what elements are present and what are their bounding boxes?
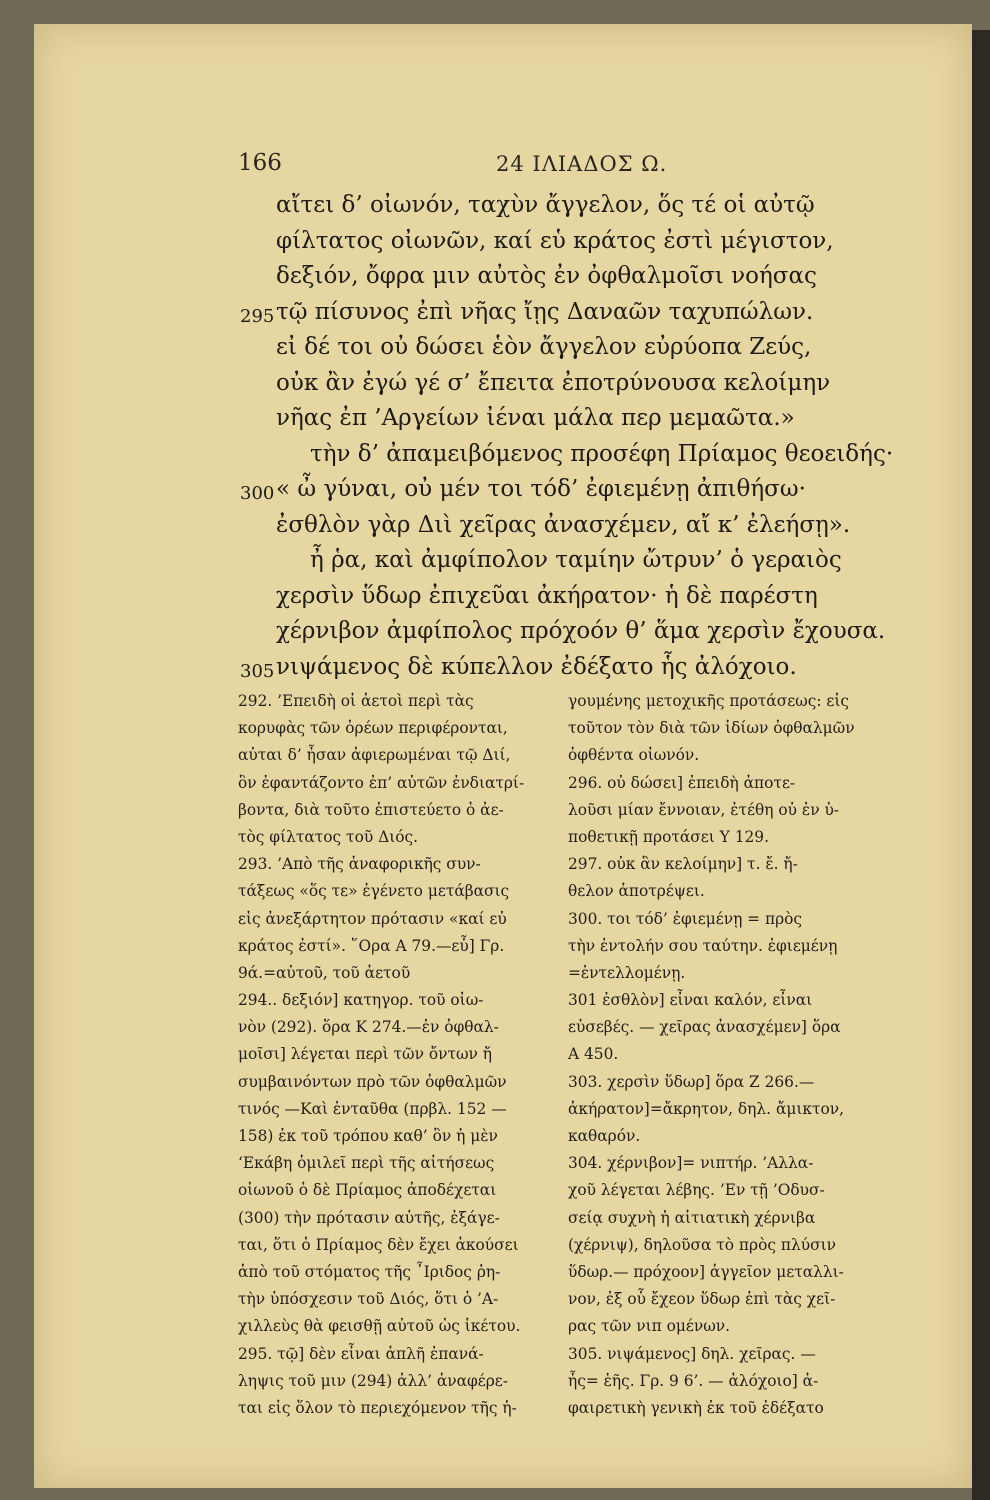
commentary-line: σείᾳ συχνὴ ἡ αἰτιατικὴ χέρνιβα [568, 1208, 816, 1227]
commentary-line: ται, ὅτι ὁ Πρίαμος δὲν ἔχει ἀκούσει [238, 1235, 519, 1254]
commentary-line: Α 450. [568, 1045, 619, 1064]
commentary-line: οἰωνοῦ ὁ δὲ Πρίαμος ἀποδέχεται [238, 1181, 497, 1200]
verse-line [240, 510, 880, 546]
commentary-line: ἧς= ἑῆς. Γρ. 9 6’. — ἀλόχοιο] ἀ- [568, 1371, 819, 1390]
commentary-line: βοντα, διὰ τοῦτο ἐπιστεύετο ὁ ἀε- [238, 800, 504, 819]
commentary-line: ποθετικῇ προτάσει Υ 129. [568, 827, 769, 846]
commentary-left-column [238, 688, 550, 1422]
commentary-line: ληψις τοῦ μιν (294) ἀλλ’ ἀναφέρε- [238, 1371, 508, 1390]
verse-text: εἰ δέ τοι οὐ δώσει ἑὸν ἄγγελον εὐρύοπα Ζεύς, [276, 334, 812, 360]
verse-text: τῷ πίσυνος ἐπὶ νῆας ἴῃς Δαναῶν ταχυπώλων. [276, 298, 814, 325]
verse-line [240, 297, 880, 333]
commentary-line: ὕδωρ.— πρόχοον] ἀγγεῖον μεταλλι- [568, 1262, 844, 1281]
commentary-line: 292. ’Επειδὴ οἱ ἀετοὶ περὶ τὰς [238, 692, 474, 710]
commentary-line: καθαρόν. [568, 1127, 641, 1145]
commentary-line: κράτος ἐστί». ῞Ορα Α 79.—εὖ] Γρ. [238, 936, 505, 955]
commentary-line: φαιρετικὴ γενικὴ ἐκ τοῦ ἐδέξατο [568, 1398, 824, 1417]
running-title: 24 ΙΛΙΑΔΟΣ Ω. [496, 152, 668, 176]
line-number: 300 [240, 483, 275, 504]
commentary-line: (χέρνιψ), δηλοῦσα τὸ πρὸς πλύσιν [568, 1235, 836, 1254]
commentary-line: τὴν ὑπόσχεσιν τοῦ Διός, ὅτι ὁ ’Α- [238, 1290, 499, 1309]
verse-line [240, 261, 880, 297]
page-header [238, 150, 878, 190]
commentary-line: λοῦσι μίαν ἔννοιαν, ἐτέθη οὐ ἐν ὑ- [568, 800, 839, 819]
verse-text: τὴν δ’ ἀπαμειβόμενος προσέφη Πρίαμος θεοειδής· [310, 440, 894, 467]
verse-text: δεξιόν, ὄφρα μιν αὐτὸς ἐν ὀφθαλμοῖσι νοήσας [276, 263, 817, 289]
page-number: 166 [238, 150, 282, 176]
commentary-line: τοῦτον τὸν διὰ τῶν ἰδίων ὀφθαλμῶν [568, 719, 855, 738]
commentary-line: ται εἰς ὅλον τὸ περιεχόμενον τῆς ἡ- [238, 1398, 517, 1417]
commentary-line: 303. χερσὶν ὕδωρ] ὅρα Ζ 266.— [568, 1072, 815, 1091]
commentary-line: 297. οὐκ ἂν κελοίμην] τ. ἔ. ἤ- [568, 855, 798, 874]
verse-text: « ὦ γύναι, οὐ μέν τοι τόδ’ ἐφιεμένῃ ἀπιθήσω· [276, 476, 806, 502]
verse-line [240, 616, 886, 652]
commentary-line: 295. τῷ] δὲν εἶναι ἁπλῆ ἐπανά- [238, 1344, 484, 1363]
verse-text: ἦ ῥα, καὶ ἀμφίπολον ταμίην ὤτρυν’ ὁ γεραιὸς [310, 547, 842, 573]
verse-text: νῆας ἐπ ’Αργείων ἰέναι μάλα περ μεμαῶτα.» [276, 405, 795, 431]
commentary-line: 300. τοι τόδ’ ἐφιεμένῃ = πρὸς [568, 909, 803, 928]
commentary-line: 304. χέρνιβον]= νιπτήρ. ’Αλλα- [568, 1154, 814, 1173]
commentary-line: (300) τὴν πρότασιν αὐτῆς, ἐξάγε- [238, 1208, 500, 1227]
commentary-line: τὴν ἐντολήν σου ταύτην. ἐφιεμένῃ [568, 936, 838, 955]
line-number: 295 [240, 305, 275, 327]
commentary-line: γουμένης μετοχικῆς προτάσεως: εἰς [568, 692, 850, 710]
verse-text: χερσὶν ὕδωρ ἐπιχεῦαι ἀκήρατον· ἡ δὲ παρέστη [276, 582, 818, 609]
verse-text: ἐσθλὸν γὰρ Διὶ χεῖρας ἀνασχέμεν, αἴ κ’ ἐλεήσῃ». [276, 511, 851, 538]
verse-line [240, 226, 880, 262]
commentary-line: ἀκήρατον]=ἄκρητον, δηλ. ἄμικτον, [568, 1099, 845, 1118]
commentary-line: μοῖσι] λέγεται περὶ τῶν ὄντων ἤ [238, 1045, 493, 1064]
commentary-line: εὐσεβές. — χεῖρας ἀνασχέμεν] ὅρα [568, 1018, 841, 1037]
verse-text: νιψάμενος δὲ κύπελλον ἐδέξατο ἧς ἀλόχοιο. [276, 653, 797, 680]
commentary-line: χιλλεὺς θὰ φεισθῇ αὐτοῦ ὡς ἱκέτου. [238, 1317, 521, 1336]
verse-text: φίλτατος οἰωνῶν, καί εὑ κράτος ἐστὶ μέγιστον, [276, 227, 834, 254]
verse-text: αἴτει δ’ οἰωνόν, ταχὺν ἄγγελον, ὅς τέ οἱ αὐτῷ [276, 192, 815, 218]
commentary-line: τὸς φίλτατος τοῦ Διός. [238, 827, 419, 846]
commentary-line: 158) ἐκ τοῦ τρόπου καθ’ ὃν ἡ μὲν [238, 1127, 498, 1145]
commentary-line: ὃν ἐφαντάζοντο ἐπ’ αὐτῶν ἐνδιατρί- [238, 773, 525, 792]
commentary-line: νὸν (292). ὅρα Κ 274.—ἐν ὀφθαλ- [238, 1018, 499, 1037]
commentary-line: εἰς ἀνεξάρτητον πρότασιν «καί εὐ [238, 909, 507, 928]
commentary-line: 305. νιψάμενος] δηλ. χεῖρας. — [568, 1344, 816, 1363]
commentary-line: 301 ἐσθλὸν] εἶναι καλόν, εἶναι [568, 991, 813, 1010]
commentary-line: 293. ’Απὸ τῆς ἀναφορικῆς συν- [238, 855, 481, 874]
verse-text: οὐκ ἂν ἐγώ γέ σ’ ἔπειτα ἐποτρύνουσα κελοίμην [276, 369, 831, 396]
verse-line [240, 474, 880, 510]
line-number: 305 [240, 660, 275, 682]
commentary-line: θελον ἀποτρέψει. [568, 882, 705, 901]
verse-line [240, 368, 880, 404]
commentary-line: τάξεως «ὅς τε» ἐγένετο μετάβασις [238, 882, 510, 901]
commentary-line: ὀφθέντα οἰωνόν. [568, 746, 700, 765]
commentary-right-column [568, 688, 888, 1422]
commentary-line: ρας τῶν νιπ ομένων. [568, 1317, 731, 1336]
verse-line [240, 652, 880, 688]
verse-text: χέρνιβον ἀμφίπολος πρόχοόν θ’ ἅμα χερσὶν ἔχουσα. [276, 618, 886, 644]
verse-line [240, 439, 894, 475]
verse-line [240, 190, 880, 226]
verse-line [240, 545, 880, 581]
verse-line [240, 403, 880, 439]
verse-line [240, 581, 880, 617]
commentary-line: αὐται δ’ ἦσαν ἀφιερωμέναι τῷ Διί, [238, 746, 511, 765]
commentary-line: νον, ἐξ οὗ ἔχεον ὕδωρ ἐπὶ τὰς χεῖ- [568, 1290, 836, 1309]
book-edge [972, 30, 990, 1500]
verse-block [240, 190, 894, 687]
commentary-line: 9ά.=αὐτοῦ, τοῦ ἀετοῦ [238, 963, 411, 982]
commentary-line: 296. οὐ δώσει] ἐπειδὴ ἀποτε- [568, 773, 796, 792]
commentary-line: ‘Εκάβη ὁμιλεῖ περὶ τῆς αἰτήσεως [238, 1154, 495, 1173]
commentary-line: 294.. δεξιόν] κατηγορ. τοῦ οἰω- [238, 991, 484, 1010]
commentary-line: κορυφὰς τῶν ὀρέων περιφέρονται, [238, 719, 508, 738]
verse-line [240, 332, 880, 368]
commentary-line: τινός —Καὶ ἐνταῦθα (πρβλ. 152 — [238, 1099, 507, 1118]
commentary-line: ἀπὸ τοῦ στόματος τῆς ῏Ιριδος ῥη- [238, 1262, 501, 1281]
commentary-line: συμβαινόντων πρὸ τῶν ὀφθαλμῶν [238, 1072, 507, 1091]
commentary-line: χοῦ λέγεται λέβης. ’Εν τῇ ’Οδυσ- [568, 1181, 825, 1200]
commentary-line: =ἐντελλομένῃ. [568, 963, 686, 982]
